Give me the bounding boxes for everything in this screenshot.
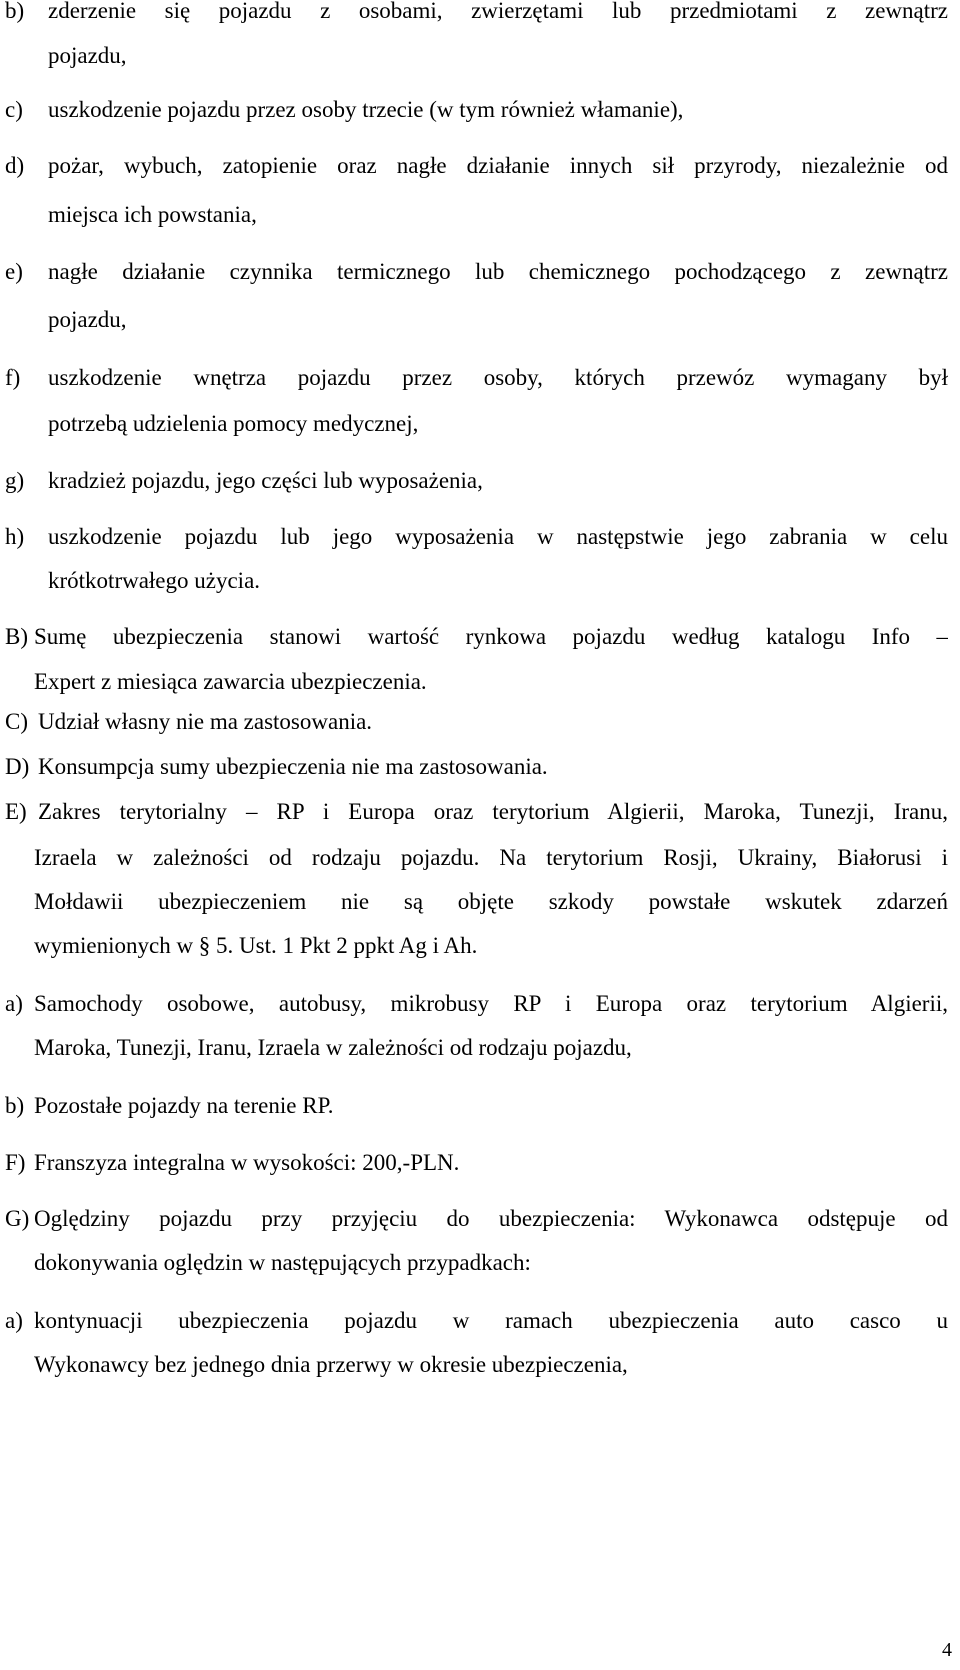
list-marker: f) — [5, 365, 21, 390]
list-item-text-line: Wykonawcy bez jednego dnia przerwy w okresie ubezpieczenia, — [34, 1352, 628, 1377]
list-item-text-line: uszkodzenie pojazdu lub jego wyposażenia w następstwie jego zabrania w celu — [48, 524, 948, 549]
list-item-text-line: zderzenie się pojazdu z osobami, zwierzętami lub przedmiotami z zewnątrz — [48, 0, 948, 23]
list-marker: e) — [5, 259, 23, 284]
list-item-text-line: pojazdu, — [48, 307, 127, 332]
section-marker: D) — [5, 754, 30, 779]
list-item-text-line: miejsca ich powstania, — [48, 202, 257, 227]
section-text-line: Franszyza integralna w wysokości: 200,-PLN. — [34, 1150, 460, 1175]
list-item-text-line: pojazdu, — [48, 43, 127, 68]
list-item-text-line: krótkotrwałego użycia. — [48, 568, 261, 593]
list-item-text-line: kontynuacji ubezpieczenia pojazdu w ramach ubezpieczenia auto casco u — [34, 1308, 948, 1333]
list-marker: c) — [5, 97, 23, 122]
list-item-text-line: pożar, wybuch, zatopienie oraz nagłe działanie innych sił przyrody, niezależnie od — [48, 153, 948, 178]
section-text-line: wymienionych w § 5. Ust. 1 Pkt 2 ppkt Ag i Ah. — [34, 933, 478, 958]
list-marker: h) — [5, 524, 25, 549]
section-text-line: dokonywania oględzin w następujących przypadkach: — [34, 1250, 531, 1275]
section-text-line: Konsumpcja sumy ubezpieczenia nie ma zastosowania. — [38, 754, 548, 779]
section-text-line: Zakres terytorialny – RP i Europa oraz terytorium Algierii, Maroka, Tunezji, Iranu, — [38, 799, 948, 824]
section-text-line: Mołdawii ubezpieczeniem nie są objęte szkody powstałe wskutek zdarzeń — [34, 889, 948, 914]
list-item-text-line: Maroka, Tunezji, Iranu, Izraela w zależności od rodzaju pojazdu, — [34, 1035, 632, 1060]
section-text-line: Izraela w zależności od rodzaju pojazdu. Na terytorium Rosji, Ukrainy, Białorusi i — [34, 845, 948, 870]
section-text-line: Expert z miesiąca zawarcia ubezpieczenia. — [34, 669, 427, 694]
list-marker: b) — [5, 0, 25, 23]
list-item-text-line: potrzebą udzielenia pomocy medycznej, — [48, 411, 419, 436]
list-item-text-line: nagłe działanie czynnika termicznego lub chemicznego pochodzącego z zewnątrz — [48, 259, 948, 284]
section-marker: B) — [5, 624, 28, 649]
list-item-text-line: uszkodzenie wnętrza pojazdu przez osoby, których przewóz wymagany był — [48, 365, 948, 390]
page-number: 4 — [942, 1639, 952, 1661]
list-marker: g) — [5, 468, 25, 493]
section-marker: G) — [5, 1206, 30, 1231]
section-text-line: Oględziny pojazdu przy przyjęciu do ubezpieczenia: Wykonawca odstępuje od — [34, 1206, 948, 1231]
list-item-text-line: Samochody osobowe, autobusy, mikrobusy RP i Europa oraz terytorium Algierii, — [34, 991, 948, 1016]
list-marker: d) — [5, 153, 25, 178]
section-text-line: Udział własny nie ma zastosowania. — [38, 709, 373, 734]
section-marker: E) — [5, 799, 27, 824]
list-marker: a) — [5, 1308, 23, 1333]
list-item-text-line: uszkodzenie pojazdu przez osoby trzecie (w tym również włamanie), — [48, 97, 684, 122]
section-marker: F) — [5, 1150, 26, 1175]
list-marker: a) — [5, 991, 23, 1016]
list-item-text-line: Pozostałe pojazdy na terenie RP. — [34, 1093, 334, 1118]
list-marker: b) — [5, 1093, 25, 1118]
list-item-text-line: kradzież pojazdu, jego części lub wyposażenia, — [48, 468, 483, 493]
section-text-line: Sumę ubezpieczenia stanowi wartość rynkowa pojazdu według katalogu Info – — [34, 624, 948, 649]
section-marker: C) — [5, 709, 28, 734]
